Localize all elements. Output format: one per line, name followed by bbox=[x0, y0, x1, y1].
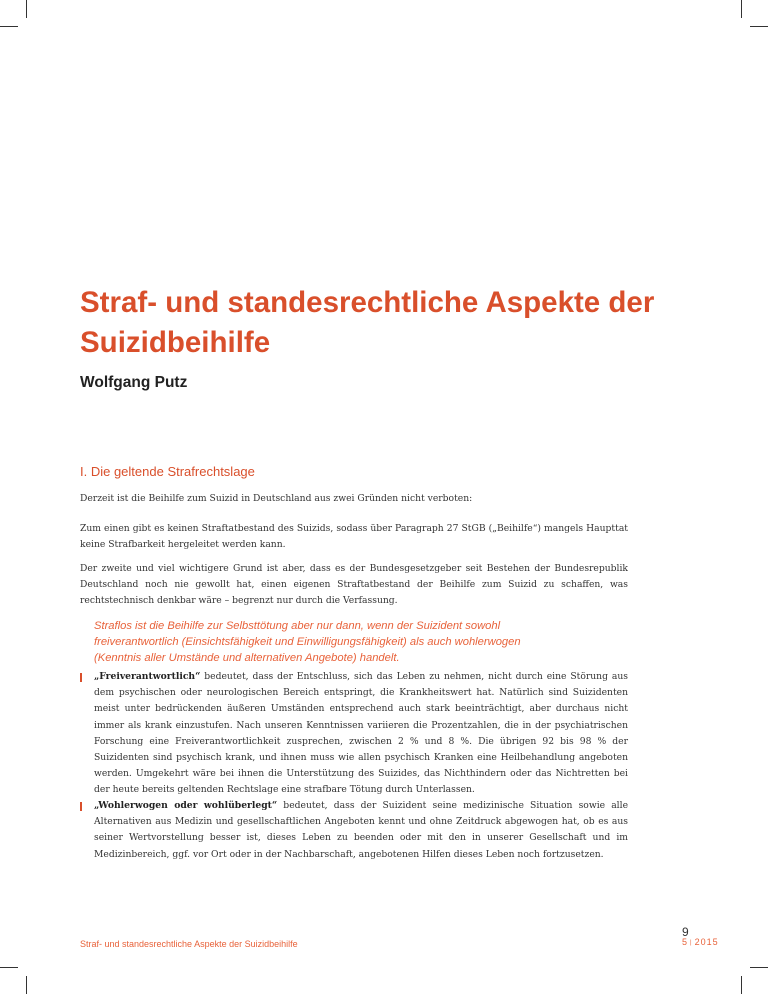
list-item bbox=[94, 669, 628, 799]
paragraph-first-reason: Zum einen gibt es keinen Straftatbestand des Suizids, sodass über Paragraph 27 StGB („Beihilfe“) mangels Haupttat keine Strafbarkeit hergeleitet werden kann. bbox=[80, 523, 628, 551]
paragraph-second-reason: Der zweite und viel wichtigere Grund ist aber, dass es der Bundesgesetzgeber seit Bestehen der Bundesrepublik Deutschland noch nie gewollt hat, einen eigenen Straftatbestand der Beihilfe zum Suizid zu schaffen, was rechtstechnisch denkbar wäre – begrenzt nur durch die Verfassung. bbox=[80, 563, 628, 607]
issue-year: 2015 bbox=[694, 937, 719, 947]
list-marker bbox=[80, 673, 82, 682]
list-item-term: „Freiverantwortlich“ bbox=[94, 671, 201, 682]
issue-separator: | bbox=[690, 939, 693, 946]
crop-mark bbox=[750, 967, 768, 968]
crop-mark bbox=[741, 0, 742, 18]
article-author: Wolfgang Putz bbox=[80, 374, 188, 391]
pull-quote: Straflos ist die Beihilfe zur Selbsttötung aber nur dann, wenn der Suizident sowohl freiverantwortlich (Einsichtsfähigkeit und Einwilligungsfähigkeit) als auch wohlerwogen (Kenntnis aller Umstände und alternativen Angebote) handelt. bbox=[94, 620, 521, 665]
list-item-term: „Wohlerwogen oder wohlüberlegt“ bbox=[94, 800, 278, 811]
running-title: Straf- und standesrechtliche Aspekte der Suizidbeihilfe bbox=[80, 939, 298, 949]
issue-number: 5 bbox=[682, 937, 689, 947]
crop-mark bbox=[0, 26, 18, 27]
page-number: 9 bbox=[682, 925, 689, 939]
list-marker bbox=[80, 802, 82, 811]
list-item bbox=[94, 798, 628, 863]
crop-mark bbox=[750, 26, 768, 27]
crop-mark bbox=[26, 0, 27, 18]
paragraph-intro: Derzeit ist die Beihilfe zum Suizid in Deutschland aus zwei Gründen nicht verboten: bbox=[80, 493, 473, 504]
crop-mark bbox=[26, 976, 27, 994]
list-item-text: bedeutet, dass der Entschluss, sich das Leben zu nehmen, nicht durch eine Störung aus dem psychischen oder neurologischen Bereich entspringt, die Krankheitswert hat. Natürlich sind Suizidenten meist unter bedrückenden äußeren Umständen entsprechend auch stark beeinträchtigt, aber durchaus nicht immer als krank einzustufen. Nach unseren Kenntnissen variieren die Prozentzahlen, die in der psychiatrischen Forschung eine Freiverantwortlichkeit zusprechen, zwischen 2 % und 8 %. Die übrigen 92 bis 98 % der Suizidenten sind psychisch krank, und ihnen muss wie allen psychisch Kranken eine Heilbehandlung angeboten werden. Umgekehrt wäre bei ihnen die Unterstützung des Suizides, das Nichthindern oder das Nichtretten bei der heute bereits geltenden Rechtslage eine strafbare Tötung durch Unterlassen. bbox=[94, 671, 628, 796]
crop-mark bbox=[741, 976, 742, 994]
section-heading: I. Die geltende Strafrechtslage bbox=[80, 464, 255, 479]
issue-label bbox=[682, 937, 719, 947]
crop-mark bbox=[0, 967, 18, 968]
article-title: Straf- und standesrechtliche Aspekte der Suizidbeihilfe bbox=[80, 286, 655, 359]
list-item-text: bedeutet, dass der Suizident seine medizinische Situation sowie alle Alternativen aus Medizin und gesellschaftlichen Angeboten kennt und ohne Zeitdruck abgewogen hat, ob es aus seiner Wertvorstellung besser ist, dieses Leben zu beenden oder mit den in unserer Gesellschaft und im Medizinbereich, ggf. vor Ort oder in der Nachbarschaft, angebotenen Hilfen dieses Leben noch fortzusetzen. bbox=[94, 800, 628, 860]
